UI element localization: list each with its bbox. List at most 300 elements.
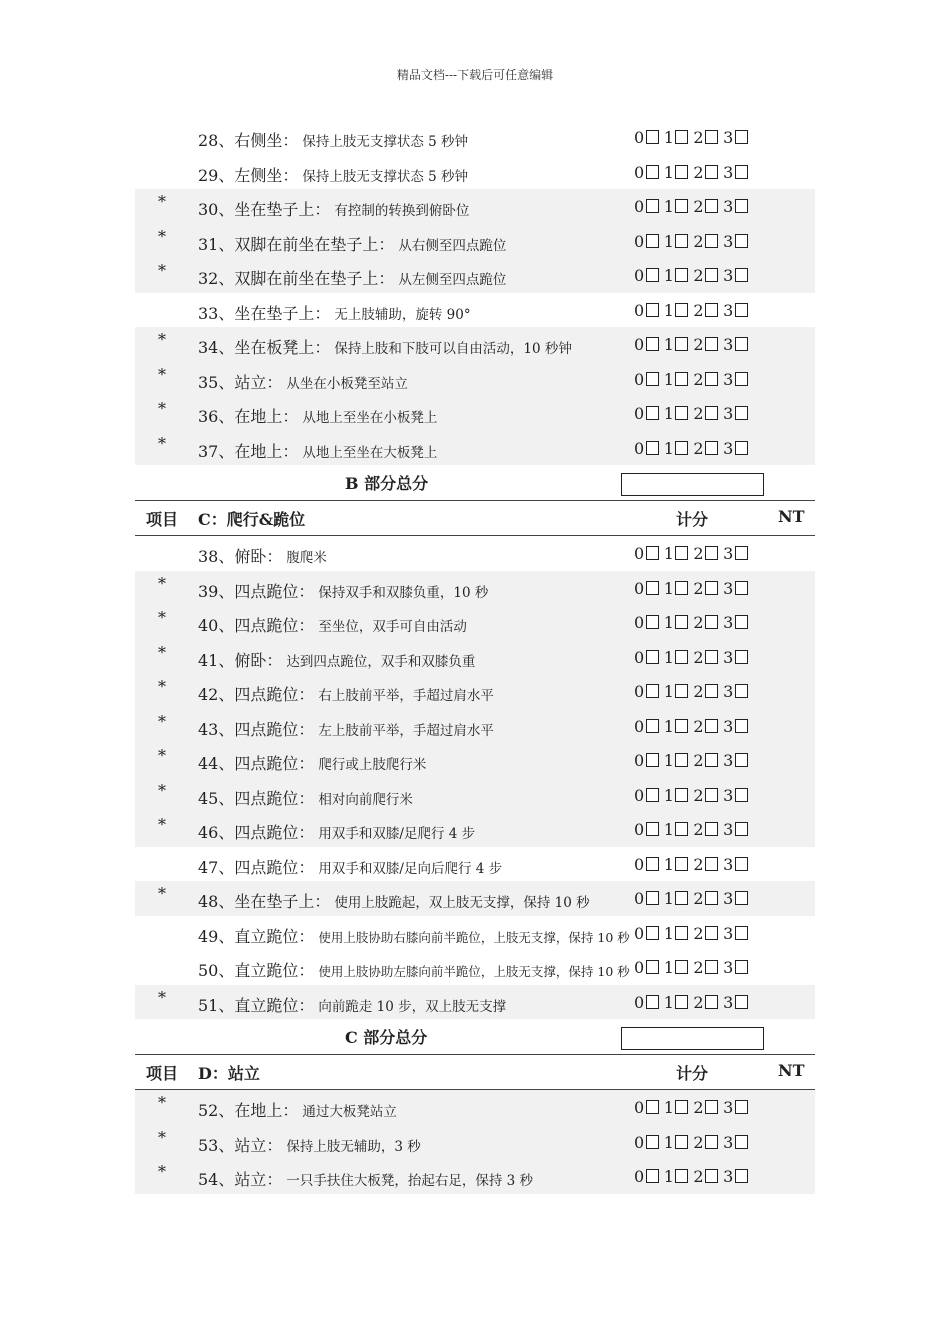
score-checkbox[interactable] — [705, 857, 718, 871]
score-option[interactable] — [634, 335, 659, 354]
item-row — [135, 396, 815, 431]
score-value: 3 — [723, 162, 734, 182]
score-option[interactable] — [693, 128, 718, 147]
score-checkbox[interactable] — [705, 268, 718, 282]
score-option[interactable] — [693, 993, 718, 1012]
score-option[interactable] — [723, 924, 748, 943]
item-number: 34、 — [198, 338, 235, 357]
score-option[interactable] — [693, 301, 718, 320]
score-value: 0 — [634, 231, 645, 251]
item-text — [198, 544, 327, 567]
score-value: 1 — [663, 544, 675, 563]
score-option[interactable] — [693, 266, 718, 285]
score-option[interactable] — [664, 1133, 689, 1152]
score-value: 1 — [663, 716, 675, 736]
score-checkbox[interactable] — [675, 995, 688, 1009]
score-option[interactable] — [723, 613, 748, 632]
score-option[interactable] — [693, 232, 718, 251]
score-checkbox[interactable] — [735, 234, 748, 248]
score-value: 3 — [723, 820, 734, 839]
score-checkbox[interactable] — [675, 926, 688, 940]
score-checkbox[interactable] — [646, 753, 659, 767]
score-checkbox[interactable] — [735, 1135, 748, 1149]
score-checkbox[interactable] — [675, 165, 688, 179]
score-checkbox[interactable] — [675, 268, 688, 282]
score-option[interactable] — [693, 1167, 718, 1186]
score-value: 1 — [663, 1098, 675, 1117]
required-marker: * — [158, 711, 166, 731]
score-option[interactable] — [693, 163, 718, 182]
score-checkbox[interactable] — [675, 406, 688, 420]
score-checkbox[interactable] — [705, 303, 718, 317]
score-option[interactable] — [723, 163, 748, 182]
score-checkbox[interactable] — [675, 130, 688, 144]
item-label: 直立跪位： — [234, 961, 315, 980]
score-option[interactable] — [664, 1167, 689, 1186]
score-option[interactable] — [723, 1133, 748, 1152]
score-checkbox[interactable] — [735, 1169, 748, 1183]
column-item-header: 项目 — [146, 1064, 179, 1083]
section-c-title: C：爬行&跪位 — [198, 510, 306, 529]
score-option[interactable] — [664, 197, 689, 216]
score-checkbox[interactable] — [735, 926, 748, 940]
score-checkbox[interactable] — [705, 1135, 718, 1149]
score-value: 3 — [723, 854, 734, 874]
score-checkbox[interactable] — [705, 199, 718, 213]
section-c-total-input[interactable] — [621, 1027, 764, 1050]
score-checkbox[interactable] — [646, 337, 659, 351]
score-option[interactable] — [634, 1133, 659, 1152]
item-row — [135, 812, 815, 847]
required-marker: * — [158, 608, 166, 627]
score-option[interactable] — [664, 404, 689, 423]
score-checkbox[interactable] — [646, 891, 659, 905]
required-marker: * — [158, 815, 166, 834]
score-value: 3 — [723, 197, 734, 216]
score-option[interactable] — [693, 439, 718, 458]
score-checkbox[interactable] — [675, 303, 688, 317]
score-option[interactable] — [723, 439, 748, 458]
score-value: 2 — [693, 647, 705, 667]
score-option[interactable] — [693, 924, 718, 943]
score-checkbox[interactable] — [735, 995, 748, 1009]
score-checkbox[interactable] — [646, 130, 659, 144]
score-options — [634, 682, 753, 701]
score-checkbox[interactable] — [735, 650, 748, 664]
score-option[interactable] — [634, 648, 659, 667]
item-text — [198, 717, 494, 740]
score-checkbox[interactable] — [646, 1169, 659, 1183]
score-option[interactable] — [634, 439, 659, 458]
score-option[interactable] — [634, 958, 659, 977]
score-option[interactable] — [664, 439, 689, 458]
score-option[interactable] — [723, 993, 748, 1012]
score-option[interactable] — [723, 855, 748, 874]
item-number: 53、 — [198, 1135, 235, 1155]
score-checkbox[interactable] — [705, 650, 718, 664]
score-checkbox[interactable] — [705, 891, 718, 905]
score-checkbox[interactable] — [675, 615, 688, 629]
item-number: 49、 — [198, 926, 235, 946]
required-marker: * — [158, 642, 166, 662]
score-checkbox[interactable] — [705, 546, 718, 560]
score-checkbox[interactable] — [646, 857, 659, 871]
section-d-rows — [135, 1090, 815, 1194]
score-options — [634, 439, 753, 458]
score-value: 2 — [693, 231, 705, 251]
score-checkbox[interactable] — [705, 788, 718, 802]
item-text — [198, 439, 437, 462]
score-option[interactable] — [664, 820, 689, 839]
score-checkbox[interactable] — [735, 753, 748, 767]
score-option[interactable] — [664, 335, 689, 354]
score-checkbox[interactable] — [646, 165, 659, 179]
score-checkbox[interactable] — [646, 441, 659, 455]
score-checkbox[interactable] — [675, 650, 688, 664]
score-option[interactable] — [693, 613, 718, 632]
score-value: 1 — [663, 578, 675, 598]
score-option[interactable] — [634, 1098, 659, 1117]
score-option[interactable] — [693, 1098, 718, 1117]
score-value: 2 — [693, 578, 705, 598]
item-text — [198, 1133, 421, 1156]
score-option[interactable] — [723, 197, 748, 216]
score-option[interactable] — [723, 579, 748, 598]
score-option[interactable] — [723, 958, 748, 977]
score-option[interactable] — [723, 786, 748, 805]
score-option[interactable] — [634, 717, 659, 736]
score-option[interactable] — [664, 579, 689, 598]
score-checkbox[interactable] — [735, 441, 748, 455]
score-option[interactable] — [723, 820, 748, 839]
item-label: 在地上： — [234, 407, 299, 426]
score-checkbox[interactable] — [646, 995, 659, 1009]
score-checkbox[interactable] — [705, 719, 718, 733]
score-checkbox[interactable] — [705, 165, 718, 179]
score-option[interactable] — [634, 232, 659, 251]
score-checkbox[interactable] — [646, 960, 659, 974]
score-checkbox[interactable] — [735, 130, 748, 144]
score-checkbox[interactable] — [705, 234, 718, 248]
score-checkbox[interactable] — [675, 234, 688, 248]
score-checkbox[interactable] — [675, 1135, 688, 1149]
score-option[interactable] — [693, 1133, 718, 1152]
score-value: 3 — [723, 369, 734, 389]
score-option[interactable] — [664, 128, 689, 147]
column-nt-header: NT — [778, 507, 805, 526]
score-value: 0 — [634, 578, 645, 598]
score-option[interactable] — [664, 717, 689, 736]
score-option[interactable] — [664, 544, 689, 563]
score-option[interactable] — [664, 682, 689, 701]
score-option[interactable] — [634, 820, 659, 839]
required-marker: * — [158, 330, 166, 349]
score-option[interactable] — [723, 717, 748, 736]
score-option[interactable] — [723, 1098, 748, 1117]
score-option[interactable] — [664, 370, 689, 389]
score-option[interactable] — [634, 924, 659, 943]
score-option[interactable] — [664, 751, 689, 770]
score-checkbox[interactable] — [735, 960, 748, 974]
score-option[interactable] — [634, 786, 659, 805]
score-option[interactable] — [693, 958, 718, 977]
score-checkbox[interactable] — [735, 857, 748, 871]
item-row — [135, 605, 815, 640]
item-label: 站立： — [234, 1135, 283, 1155]
score-checkbox[interactable] — [675, 337, 688, 351]
section-d-title: D：站立 — [198, 1064, 260, 1083]
score-checkbox[interactable] — [705, 1100, 718, 1114]
score-value: 3 — [723, 438, 734, 458]
item-row — [135, 327, 815, 362]
page-header: 精品文档---下载后可任意编辑 — [396, 68, 554, 82]
score-option[interactable] — [723, 404, 748, 423]
item-text — [198, 1167, 533, 1190]
item-number: 47、 — [198, 857, 235, 877]
score-value: 3 — [723, 889, 734, 908]
score-option[interactable] — [634, 993, 659, 1012]
score-option[interactable] — [693, 889, 718, 908]
score-option[interactable] — [634, 855, 659, 874]
score-option[interactable] — [664, 958, 689, 977]
score-checkbox[interactable] — [675, 199, 688, 213]
score-checkbox[interactable] — [735, 788, 748, 802]
score-value: 2 — [693, 923, 705, 943]
score-checkbox[interactable] — [646, 234, 659, 248]
score-checkbox[interactable] — [705, 130, 718, 144]
score-option[interactable] — [723, 544, 748, 563]
score-checkbox[interactable] — [646, 788, 659, 802]
score-option[interactable] — [664, 889, 689, 908]
score-options — [634, 404, 753, 423]
section-b-total-input[interactable] — [621, 473, 764, 496]
score-checkbox[interactable] — [735, 822, 748, 836]
score-checkbox[interactable] — [646, 926, 659, 940]
item-description: 用双手和双膝/足爬行 4 步 — [318, 826, 476, 842]
score-option[interactable] — [664, 786, 689, 805]
score-checkbox[interactable] — [735, 165, 748, 179]
score-checkbox[interactable] — [705, 822, 718, 836]
score-value: 3 — [723, 613, 734, 632]
score-checkbox[interactable] — [646, 303, 659, 317]
item-number: 33、 — [198, 303, 235, 323]
score-option[interactable] — [693, 197, 718, 216]
score-checkbox[interactable] — [675, 822, 688, 836]
score-option[interactable] — [693, 820, 718, 839]
score-checkbox[interactable] — [705, 684, 718, 698]
score-checkbox[interactable] — [735, 1100, 748, 1114]
score-checkbox[interactable] — [705, 753, 718, 767]
score-checkbox[interactable] — [735, 581, 748, 595]
item-text — [198, 579, 488, 602]
score-checkbox[interactable] — [646, 581, 659, 595]
score-checkbox[interactable] — [646, 1100, 659, 1114]
score-checkbox[interactable] — [735, 891, 748, 905]
score-option[interactable] — [664, 266, 689, 285]
score-option[interactable] — [664, 163, 689, 182]
score-option[interactable] — [693, 717, 718, 736]
score-option[interactable] — [634, 682, 659, 701]
score-checkbox[interactable] — [646, 684, 659, 698]
score-option[interactable] — [693, 335, 718, 354]
score-option[interactable] — [693, 751, 718, 770]
score-option[interactable] — [693, 855, 718, 874]
score-options — [634, 544, 753, 563]
score-checkbox[interactable] — [646, 650, 659, 664]
item-label: 四点跪位： — [234, 754, 315, 773]
score-checkbox[interactable] — [675, 581, 688, 595]
score-checkbox[interactable] — [735, 199, 748, 213]
score-option[interactable] — [634, 197, 659, 216]
item-label: 左侧坐： — [234, 165, 299, 185]
item-text — [198, 958, 630, 981]
score-option[interactable] — [723, 301, 748, 320]
score-checkbox[interactable] — [735, 719, 748, 733]
score-option[interactable] — [723, 232, 748, 251]
item-label: 坐在垫子上： — [234, 303, 331, 323]
score-option[interactable] — [693, 682, 718, 701]
score-option[interactable] — [664, 855, 689, 874]
score-option[interactable] — [634, 889, 659, 908]
score-option[interactable] — [634, 404, 659, 423]
score-options — [634, 163, 753, 182]
score-option[interactable] — [693, 370, 718, 389]
score-option[interactable] — [664, 301, 689, 320]
score-option[interactable] — [634, 613, 659, 632]
score-checkbox[interactable] — [646, 546, 659, 560]
score-value: 0 — [634, 544, 645, 563]
score-checkbox[interactable] — [705, 995, 718, 1009]
score-option[interactable] — [664, 613, 689, 632]
score-value: 0 — [634, 369, 645, 389]
score-option[interactable] — [693, 786, 718, 805]
score-option[interactable] — [723, 682, 748, 701]
score-option[interactable] — [693, 404, 718, 423]
score-option[interactable] — [664, 924, 689, 943]
score-option[interactable] — [664, 232, 689, 251]
score-option[interactable] — [634, 544, 659, 563]
score-option[interactable] — [634, 751, 659, 770]
score-option[interactable] — [693, 648, 718, 667]
score-option[interactable] — [664, 648, 689, 667]
score-checkbox[interactable] — [675, 1169, 688, 1183]
score-checkbox[interactable] — [735, 684, 748, 698]
score-option[interactable] — [664, 993, 689, 1012]
required-marker: * — [158, 677, 166, 696]
score-options — [634, 786, 753, 805]
score-checkbox[interactable] — [675, 788, 688, 802]
score-value: 1 — [663, 923, 675, 943]
score-checkbox[interactable] — [705, 1169, 718, 1183]
score-value: 2 — [693, 1167, 705, 1186]
score-option[interactable] — [634, 301, 659, 320]
score-checkbox[interactable] — [705, 581, 718, 595]
score-checkbox[interactable] — [646, 822, 659, 836]
score-option[interactable] — [723, 751, 748, 770]
score-checkbox[interactable] — [646, 615, 659, 629]
score-value: 2 — [693, 751, 705, 770]
score-value: 2 — [693, 854, 705, 874]
score-checkbox[interactable] — [646, 199, 659, 213]
score-checkbox[interactable] — [675, 684, 688, 698]
score-checkbox[interactable] — [646, 719, 659, 733]
score-checkbox[interactable] — [675, 857, 688, 871]
required-marker: * — [158, 780, 166, 800]
score-option[interactable] — [634, 128, 659, 147]
score-value: 0 — [634, 751, 645, 770]
score-checkbox[interactable] — [735, 615, 748, 629]
score-checkbox[interactable] — [705, 406, 718, 420]
score-value: 0 — [634, 300, 645, 320]
score-value: 2 — [693, 544, 705, 563]
score-checkbox[interactable] — [705, 372, 718, 386]
item-label: 四点跪位： — [234, 857, 315, 877]
score-option[interactable] — [634, 579, 659, 598]
score-checkbox[interactable] — [646, 268, 659, 282]
score-option[interactable] — [723, 648, 748, 667]
score-option[interactable] — [693, 544, 718, 563]
score-checkbox[interactable] — [646, 1135, 659, 1149]
score-option[interactable] — [723, 889, 748, 908]
score-checkbox[interactable] — [675, 372, 688, 386]
score-option[interactable] — [634, 1167, 659, 1186]
score-option[interactable] — [634, 266, 659, 285]
score-checkbox[interactable] — [675, 546, 688, 560]
score-option[interactable] — [664, 1098, 689, 1117]
score-checkbox[interactable] — [646, 406, 659, 420]
score-checkbox[interactable] — [675, 719, 688, 733]
item-description: 保持上肢无支撑状态 5 秒钟 — [302, 168, 469, 185]
score-checkbox[interactable] — [705, 926, 718, 940]
score-option[interactable] — [723, 266, 748, 285]
item-description: 使用上肢跪起，双上肢无支撑，保持 10 秒 — [334, 895, 590, 911]
score-value: 2 — [693, 889, 705, 908]
score-option[interactable] — [634, 370, 659, 389]
score-value: 0 — [634, 820, 645, 839]
item-row — [135, 362, 815, 397]
score-checkbox[interactable] — [675, 441, 688, 455]
score-option[interactable] — [693, 579, 718, 598]
item-description: 保持上肢无支撑状态 5 秒钟 — [302, 134, 469, 150]
score-checkbox[interactable] — [735, 546, 748, 560]
score-checkbox[interactable] — [735, 406, 748, 420]
score-checkbox[interactable] — [675, 891, 688, 905]
score-checkbox[interactable] — [675, 753, 688, 767]
score-value: 1 — [663, 162, 675, 182]
score-option[interactable] — [634, 163, 659, 182]
score-checkbox[interactable] — [735, 303, 748, 317]
score-option[interactable] — [723, 335, 748, 354]
score-checkbox[interactable] — [675, 1100, 688, 1114]
item-label: 右侧坐： — [234, 131, 299, 150]
score-value: 0 — [634, 266, 645, 285]
score-checkbox[interactable] — [705, 615, 718, 629]
item-number: 41、 — [198, 650, 235, 670]
required-marker: * — [158, 987, 166, 1007]
score-checkbox[interactable] — [646, 372, 659, 386]
score-option[interactable] — [723, 1167, 748, 1186]
score-option[interactable] — [723, 128, 748, 147]
score-option[interactable] — [723, 370, 748, 389]
score-checkbox[interactable] — [735, 268, 748, 282]
score-checkbox[interactable] — [705, 337, 718, 351]
score-checkbox[interactable] — [735, 372, 748, 386]
score-checkbox[interactable] — [675, 960, 688, 974]
score-options — [634, 820, 753, 839]
score-checkbox[interactable] — [705, 960, 718, 974]
score-checkbox[interactable] — [735, 337, 748, 351]
score-checkbox[interactable] — [705, 441, 718, 455]
